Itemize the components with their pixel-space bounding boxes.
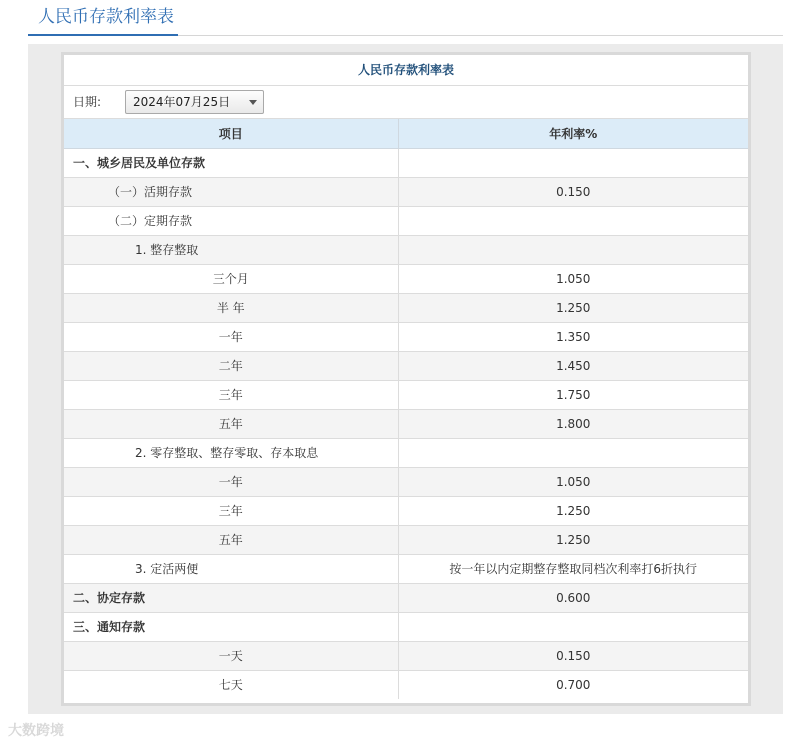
table-row bbox=[64, 293, 748, 322]
table-row bbox=[64, 177, 748, 206]
rate-table-body bbox=[64, 148, 748, 699]
table-row bbox=[64, 206, 748, 235]
table-title: 人民币存款利率表 bbox=[64, 55, 748, 86]
table-row bbox=[64, 641, 748, 670]
table-row bbox=[64, 612, 748, 641]
table-row bbox=[64, 467, 748, 496]
row-item-label: 1. 整存整取 bbox=[64, 235, 398, 264]
table-row bbox=[64, 351, 748, 380]
row-item-label: （二）定期存款 bbox=[64, 206, 398, 235]
table-row bbox=[64, 264, 748, 293]
table-row bbox=[64, 670, 748, 699]
row-item-label: 三、通知存款 bbox=[64, 612, 398, 641]
table-row bbox=[64, 554, 748, 583]
row-rate-value: 0.700 bbox=[556, 677, 591, 692]
tab-label: 人民币存款利率表 bbox=[38, 7, 174, 27]
row-item-label: 二、协定存款 bbox=[64, 583, 398, 612]
row-rate-value: 0.150 bbox=[398, 177, 748, 206]
date-select[interactable] bbox=[125, 90, 264, 114]
date-row bbox=[64, 86, 748, 119]
table-header-row bbox=[64, 119, 748, 148]
row-item-label: 一天 bbox=[64, 641, 398, 670]
row-rate-value: 1.350 bbox=[398, 322, 748, 351]
watermark: 大数跨境 bbox=[8, 723, 64, 739]
table-row bbox=[64, 583, 748, 612]
row-rate-value: 1.450 bbox=[398, 351, 748, 380]
table-row bbox=[64, 380, 748, 409]
table-row bbox=[64, 322, 748, 351]
header-item: 项目 bbox=[64, 119, 398, 148]
row-rate-value: 1.050 bbox=[398, 467, 748, 496]
chevron-down-icon bbox=[249, 100, 257, 105]
row-item-label: 七天 bbox=[64, 670, 398, 699]
row-item-label: 一、城乡居民及单位存款 bbox=[64, 148, 398, 177]
row-rate-value: 1.750 bbox=[398, 380, 748, 409]
row-rate-value bbox=[398, 438, 748, 467]
table-row bbox=[64, 525, 748, 554]
table-row bbox=[64, 438, 748, 467]
row-item-label: 三年 bbox=[64, 496, 398, 525]
row-item-label: 二年 bbox=[64, 351, 398, 380]
content-panel bbox=[28, 44, 783, 714]
row-rate-value: 0.150 bbox=[398, 641, 748, 670]
row-item-label: 2. 零存整取、整存零取、存本取息 bbox=[64, 438, 398, 467]
date-select-value: 2024年07月25日 bbox=[133, 95, 231, 109]
row-rate-value bbox=[398, 612, 748, 641]
row-item-label: （一）活期存款 bbox=[64, 177, 398, 206]
row-rate-value: 1.250 bbox=[398, 293, 748, 322]
rate-table-frame bbox=[61, 52, 751, 706]
table-row bbox=[64, 235, 748, 264]
table-row bbox=[64, 496, 748, 525]
row-item-label: 五年 bbox=[64, 525, 398, 554]
rate-table bbox=[64, 119, 748, 699]
row-rate-value: 1.800 bbox=[398, 409, 748, 438]
tab-deposit-rates[interactable] bbox=[28, 0, 178, 36]
row-item-label: 三个月 bbox=[64, 264, 398, 293]
row-rate-value: 1.050 bbox=[398, 264, 748, 293]
page-tab-bar bbox=[28, 0, 783, 36]
row-item-label: 半 年 bbox=[64, 293, 398, 322]
row-item-label: 五年 bbox=[64, 409, 398, 438]
row-rate-value bbox=[398, 148, 748, 177]
date-label: 日期: bbox=[73, 95, 102, 109]
row-rate-value: 按一年以内定期整存整取同档次利率打6折执行 bbox=[398, 554, 748, 583]
row-rate-value bbox=[398, 206, 748, 235]
row-rate-value: 1.250 bbox=[398, 496, 748, 525]
row-rate-value: 0.600 bbox=[398, 583, 748, 612]
row-item-label: 3. 定活两便 bbox=[64, 554, 398, 583]
row-item-label: 三年 bbox=[64, 380, 398, 409]
table-row bbox=[64, 409, 748, 438]
row-rate-value bbox=[398, 235, 748, 264]
header-rate: 年利率% bbox=[398, 119, 748, 148]
row-rate-value: 1.250 bbox=[398, 525, 748, 554]
row-item-label: 一年 bbox=[64, 467, 398, 496]
table-row bbox=[64, 148, 748, 177]
row-item-label: 一年 bbox=[64, 322, 398, 351]
